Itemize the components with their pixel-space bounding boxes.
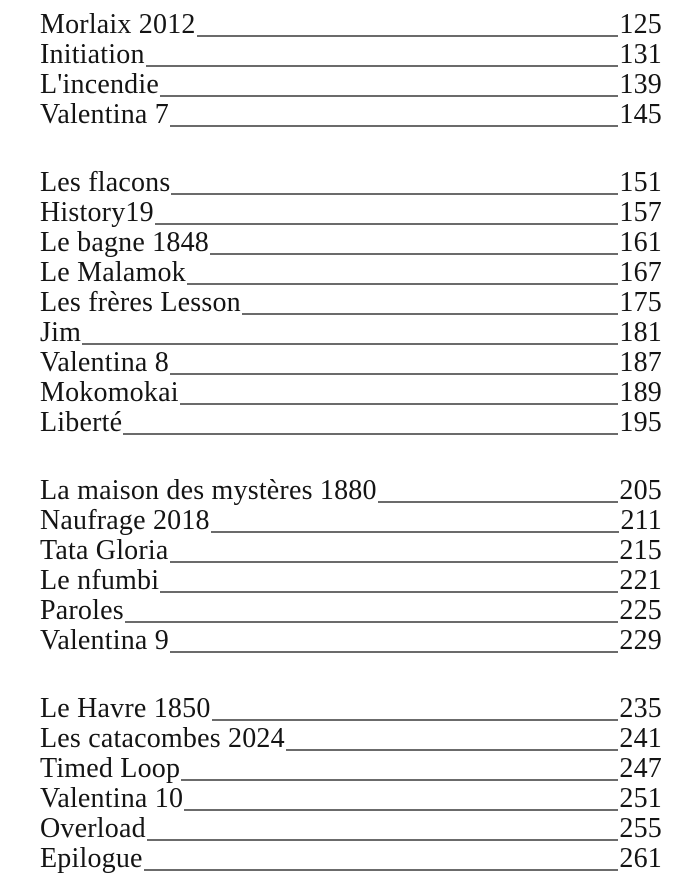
toc-page-number: 261	[619, 843, 662, 874]
toc-page-number: 167	[619, 257, 662, 288]
toc-row	[40, 814, 662, 844]
toc-row	[40, 626, 662, 656]
toc-entry-title: L'incendie	[40, 69, 159, 100]
toc-leader-line	[197, 35, 619, 37]
toc-page-number: 211	[620, 505, 662, 536]
toc-page-number: 205	[619, 475, 662, 506]
toc-row	[40, 724, 662, 754]
toc-row	[40, 348, 662, 378]
toc-page-number: 221	[619, 565, 662, 596]
toc-page-number: 241	[619, 723, 662, 754]
toc-leader-line	[170, 561, 619, 563]
toc-row	[40, 70, 662, 100]
toc-page-number: 187	[619, 347, 662, 378]
toc-group	[40, 10, 662, 130]
toc-leader-line	[123, 433, 618, 435]
toc-page-number: 229	[619, 625, 662, 656]
toc-leader-line	[187, 283, 619, 285]
toc-row	[40, 100, 662, 130]
toc-leader-line	[170, 651, 618, 653]
toc-row	[40, 506, 662, 536]
toc-row	[40, 378, 662, 408]
toc-entry-title: Le Havre 1850	[40, 693, 211, 724]
toc-page-number: 255	[619, 813, 662, 844]
toc-page-number: 215	[619, 535, 662, 566]
toc-entry-title: La maison des mystères 1880	[40, 475, 377, 506]
toc-row	[40, 694, 662, 724]
toc-entry-title: Overload	[40, 813, 146, 844]
toc-page-number: 189	[619, 377, 662, 408]
toc-entry-title: Tata Gloria	[40, 535, 169, 566]
toc-leader-line	[378, 501, 619, 503]
toc-entry-title: Jim	[40, 317, 82, 348]
toc-row	[40, 566, 662, 596]
toc-row	[40, 844, 662, 874]
toc-leader-line	[210, 253, 618, 255]
toc-page-number: 139	[619, 69, 662, 100]
toc-entry-title: Valentina 9	[40, 625, 169, 656]
toc-leader-line	[82, 343, 618, 345]
toc-page-number: 195	[619, 407, 662, 438]
toc-page-number: 181	[619, 317, 662, 348]
toc-leader-line	[170, 125, 618, 127]
toc-leader-line	[160, 591, 618, 593]
toc-row	[40, 754, 662, 784]
toc-row	[40, 476, 662, 506]
toc-entry-title: Les frères Lesson	[40, 287, 241, 318]
toc-group	[40, 476, 662, 656]
toc-group	[40, 694, 662, 874]
toc-row	[40, 168, 662, 198]
toc-row	[40, 258, 662, 288]
toc-entry-title: Valentina 8	[40, 347, 169, 378]
toc-entry-title: Valentina 10	[40, 783, 184, 814]
toc-entry-title: Le Malamok	[40, 257, 186, 288]
toc-row	[40, 318, 662, 348]
toc-entry-title: Initiation	[40, 39, 145, 70]
toc-entry-title: Timed Loop	[40, 753, 181, 784]
toc-entry-title: Le bagne 1848	[40, 227, 209, 258]
toc-entry-title: Epilogue	[40, 843, 143, 874]
toc-row	[40, 10, 662, 40]
toc-entry-title: Le nfumbi	[40, 565, 160, 596]
toc-row	[40, 288, 662, 318]
toc-row	[40, 40, 662, 70]
toc-leader-line	[147, 839, 619, 841]
toc-leader-line	[212, 719, 619, 721]
toc-leader-line	[146, 65, 619, 67]
toc-group	[40, 168, 662, 438]
toc-entry-title: History19	[40, 197, 154, 228]
toc-leader-line	[160, 95, 618, 97]
toc-leader-line	[180, 403, 619, 405]
toc-entry-title: Morlaix 2012	[40, 9, 196, 40]
toc-entry-title: Liberté	[40, 407, 123, 438]
toc-page-number: 125	[619, 9, 662, 40]
toc-entry-title: Les flacons	[40, 167, 171, 198]
toc-page-number: 251	[619, 783, 662, 814]
toc-leader-line	[286, 749, 619, 751]
toc-leader-line	[155, 223, 619, 225]
toc-row	[40, 198, 662, 228]
toc-leader-line	[170, 373, 618, 375]
toc-leader-line	[211, 531, 620, 533]
toc-page-number: 131	[619, 39, 662, 70]
toc-row	[40, 408, 662, 438]
toc-page-number: 151	[619, 167, 662, 198]
toc-row	[40, 784, 662, 814]
toc-entry-title: Naufrage 2018	[40, 505, 210, 536]
toc-page-number: 161	[619, 227, 662, 258]
toc-page-number: 235	[619, 693, 662, 724]
toc-leader-line	[171, 193, 618, 195]
toc-page-number: 247	[619, 753, 662, 784]
toc-row	[40, 228, 662, 258]
toc-row	[40, 536, 662, 566]
toc-leader-line	[242, 313, 619, 315]
toc-entry-title: Valentina 7	[40, 99, 169, 130]
toc-leader-line	[144, 869, 619, 871]
toc-page-number: 157	[619, 197, 662, 228]
toc-entry-title: Paroles	[40, 595, 124, 626]
toc-leader-line	[125, 621, 619, 623]
toc-page-number: 145	[619, 99, 662, 130]
toc-entry-title: Mokomokai	[40, 377, 179, 408]
toc-page-number: 175	[619, 287, 662, 318]
table-of-contents	[40, 10, 662, 874]
toc-page-number: 225	[619, 595, 662, 626]
toc-entry-title: Les catacombes 2024	[40, 723, 285, 754]
toc-leader-line	[181, 779, 618, 781]
toc-row	[40, 596, 662, 626]
toc-leader-line	[184, 809, 618, 811]
